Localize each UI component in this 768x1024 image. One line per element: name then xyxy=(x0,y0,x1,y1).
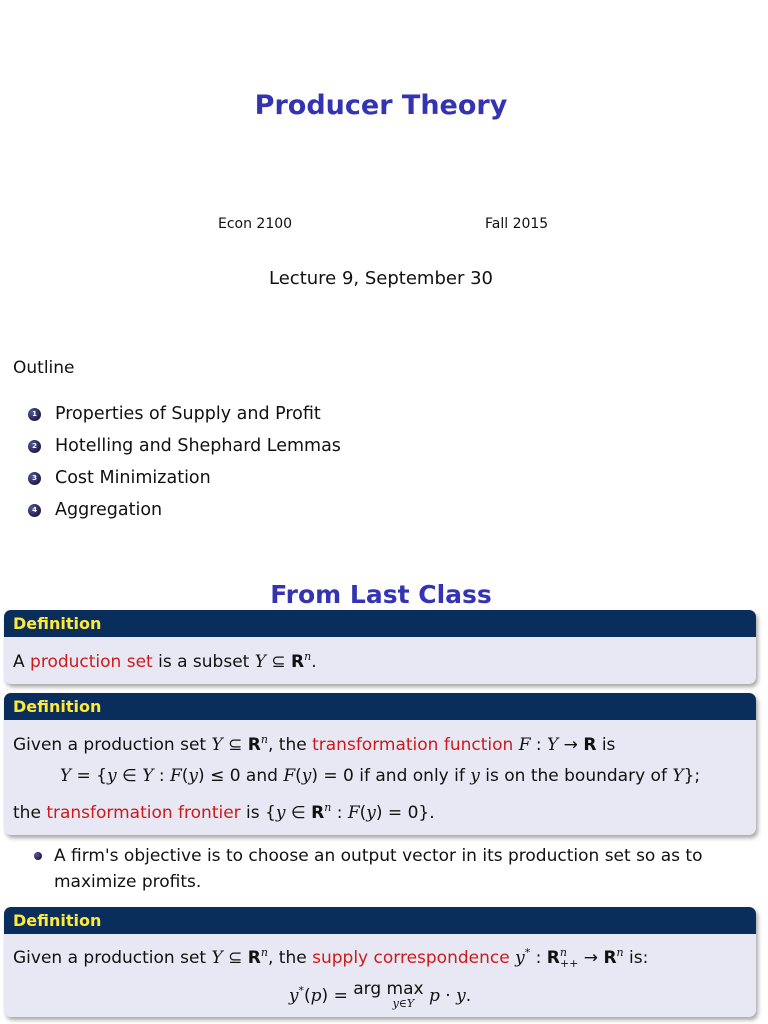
definition-line: the transformation frontier is {y ∈ $R^n$ : F(y) = 0}. xyxy=(13,801,435,823)
term-label: Fall 2015 xyxy=(485,216,549,232)
outline-item-label: Hotelling and Shephard Lemmas xyxy=(55,436,341,456)
definition-text: and xyxy=(240,766,284,786)
definition-term: supply correspondence xyxy=(312,948,510,968)
definition-text: is xyxy=(240,803,266,823)
definition-term: transformation function xyxy=(312,735,514,755)
definition-text: is on the boundary of xyxy=(479,766,673,786)
definition-text: A xyxy=(13,652,31,672)
math-expression: Y xyxy=(254,652,266,672)
definition-text: the xyxy=(13,803,47,823)
definition-header: Definition xyxy=(4,907,756,934)
definition-body: A production set is a subset Y ⊆ $R^n$. xyxy=(13,650,317,672)
numbered-bullet-icon: 4 xyxy=(28,504,41,517)
definition-line: Given a production set Y ⊆ $R^n$, the transformation function F : Y → R is xyxy=(13,733,616,755)
definition-block-production-set xyxy=(4,610,756,684)
definition-block-supply-correspondence xyxy=(4,907,756,1017)
definition-text: , the xyxy=(267,735,313,755)
bullet-item xyxy=(34,843,754,895)
bullet-icon xyxy=(34,852,42,860)
outline-item-label: Properties of Supply and Profit xyxy=(55,404,321,424)
definition-text: Given a production set xyxy=(13,735,212,755)
outline-list xyxy=(28,398,341,526)
numbered-bullet-icon: 2 xyxy=(28,440,41,453)
lecture-label: Lecture 9, September 30 xyxy=(269,268,493,289)
outline-item-label: Cost Minimization xyxy=(55,468,211,488)
argmax-operator: arg max xyxy=(353,979,424,999)
definition-body xyxy=(4,934,756,1017)
definition-text: , the xyxy=(267,948,313,968)
definition-term: production set xyxy=(30,652,153,672)
definition-text: Given a production set xyxy=(13,948,212,968)
numbered-bullet-icon: 1 xyxy=(28,408,41,421)
course-label: Econ 2100 xyxy=(218,216,293,232)
bullet-text: A firm's objective is to choose an output vector in its production set so as to maximize profits. xyxy=(54,846,703,892)
section-title: From Last Class xyxy=(270,580,492,609)
definition-body xyxy=(4,720,756,835)
definition-line: y*(p) = arg max y∈Y p · y. xyxy=(288,979,472,1010)
definition-line: Given a production set Y ⊆ $R^n$, the supply correspondence y* : $R^n_{++} \to R^n$ is: xyxy=(13,946,649,970)
definition-line: Y = {y ∈ Y : F(y) ≤ 0 and F(y) = 0 if and only if y is on the boundary of Y}; xyxy=(59,766,701,786)
outline-heading: Outline xyxy=(13,358,75,378)
definition-header: Definition xyxy=(4,610,756,637)
definition-text: if and only if xyxy=(353,766,471,786)
definition-text: is xyxy=(596,735,616,755)
outline-item-label: Aggregation xyxy=(55,500,163,520)
numbered-bullet-icon: 3 xyxy=(28,472,41,485)
outline-item xyxy=(28,462,341,494)
argmax-subscript: y∈Y xyxy=(392,997,415,1010)
slide-title: Producer Theory xyxy=(254,90,508,121)
definition-block-transformation-function xyxy=(4,693,756,835)
outline-item xyxy=(28,494,341,526)
definition-text: is: xyxy=(623,948,649,968)
outline-item xyxy=(28,398,341,430)
definition-header: Definition xyxy=(4,693,756,720)
definition-term: transformation frontier xyxy=(46,803,241,823)
outline-item xyxy=(28,430,341,462)
definition-text: is a subset xyxy=(152,652,255,672)
